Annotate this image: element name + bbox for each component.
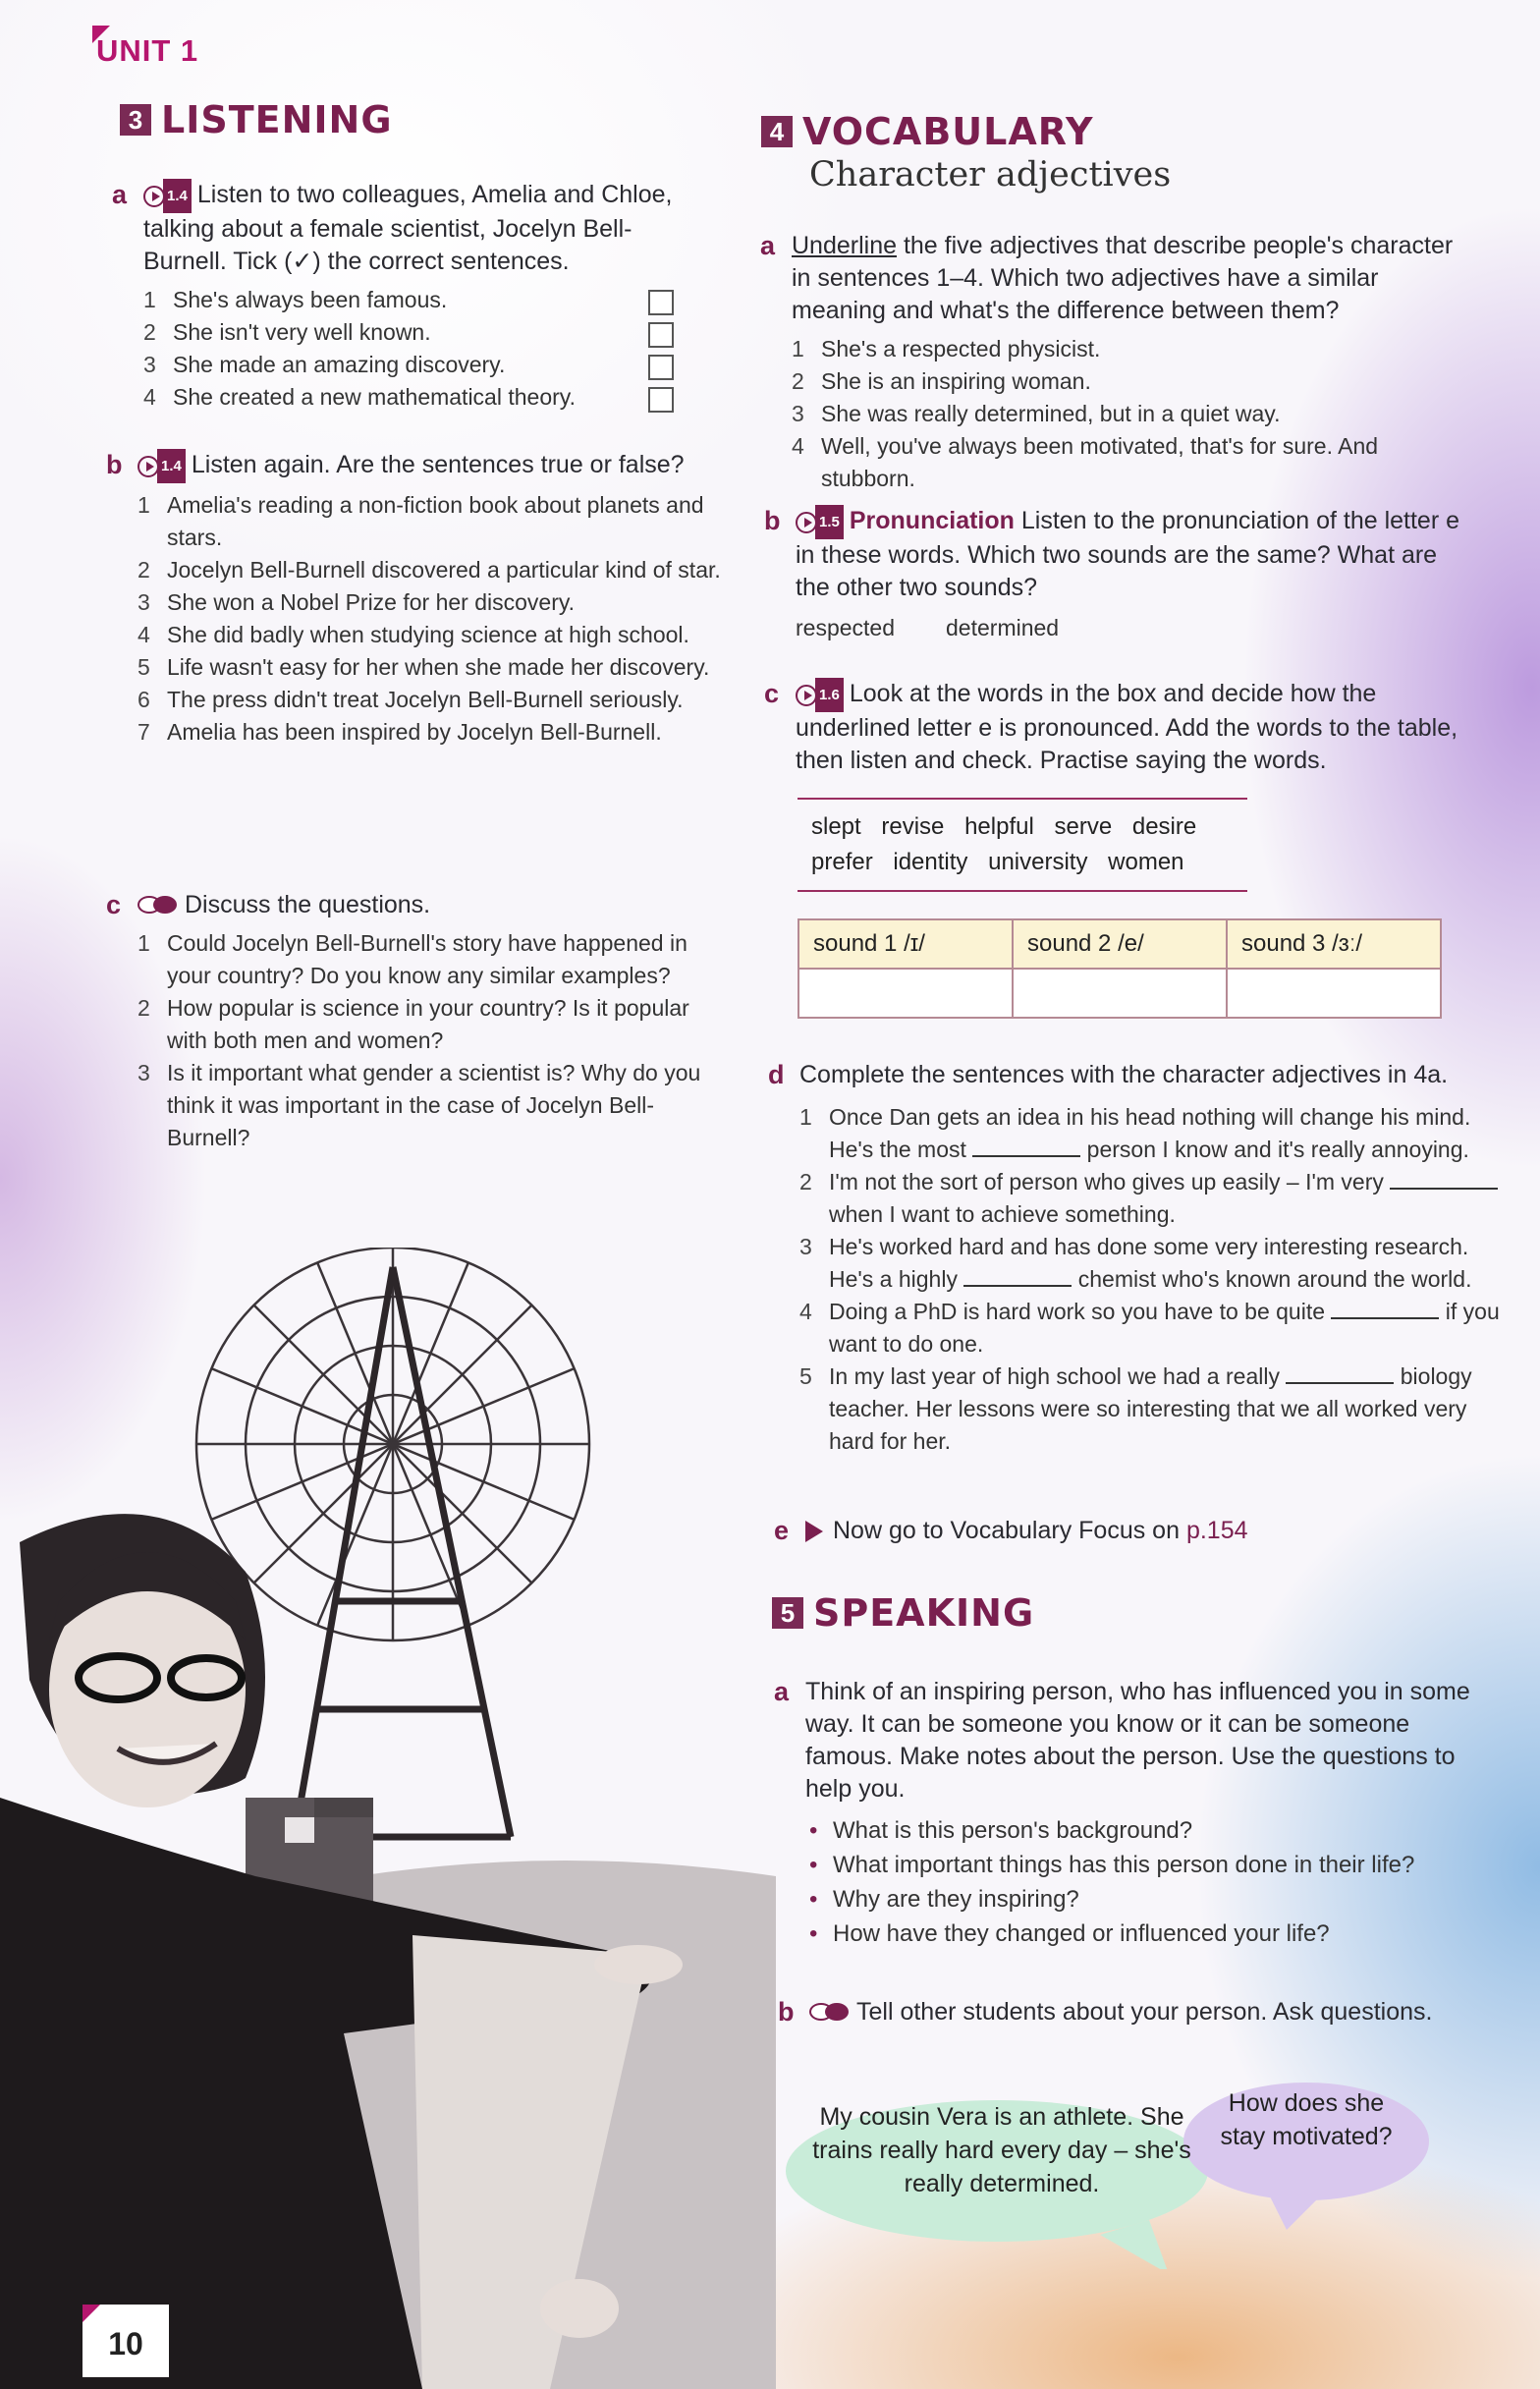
page-number: 10 bbox=[82, 2305, 169, 2377]
audio-track-icon[interactable]: 1.6 bbox=[796, 678, 844, 712]
answer-cell[interactable] bbox=[798, 969, 1013, 1018]
unit-label: UNIT 1 bbox=[96, 33, 198, 69]
listening-heading bbox=[120, 98, 393, 141]
tick-box[interactable] bbox=[648, 355, 674, 380]
audio-track-icon[interactable]: 1.4 bbox=[138, 449, 186, 483]
speech-bubble-1: My cousin Vera is an athlete. She trains really hard every day – she's really determined. bbox=[812, 2103, 1191, 2197]
page-link[interactable]: p.154 bbox=[1185, 1517, 1248, 1544]
listening-task-a: a 1.4 Listen to two colleagues, Amelia and Chloe, talking about a female scientist, Jocelyn Bell-Burnell. Tick (✓) the correct sentences. 1 She's always been famous. 2 She isn't very well known. 3 She made an amazing discovery. 4 She created a new mathematical theory. bbox=[143, 179, 713, 414]
section-number: 3 bbox=[120, 104, 151, 136]
speech-bubbles-icon bbox=[138, 894, 179, 917]
word-box: slept revise helpful serve desire prefer identity university women bbox=[798, 798, 1247, 892]
arrow-right-icon bbox=[805, 1521, 823, 1542]
answer-cell[interactable] bbox=[1227, 969, 1441, 1018]
vocabulary-subtitle: Character adjectives bbox=[809, 155, 1172, 194]
section-number: 4 bbox=[761, 116, 793, 147]
section-title: VOCABULARY bbox=[802, 110, 1094, 153]
tick-box[interactable] bbox=[648, 387, 674, 413]
vocabulary-task-d: d Complete the sentences with the character adjectives in 4a. 1 Once Dan gets an idea in his head nothing will change his mind. He's the most person I know and it's really annoying. 2 I'm not the sort of person who gives up easily – I'm very when I want to achieve something. 3 He's worked hard and has done some very interesting research. He's a highly chemist who's known around the world. 4 Doing a PhD is hard work so you have to be quite if you want to do one. 5 In my last year of high school we had a really biology teacher. Her lessons were so interesting that we all worked very hard for her. bbox=[768, 1060, 1500, 1454]
speaking-task-b: b Tell other students about your person. Ask questions. bbox=[778, 1997, 1433, 2027]
tick-box[interactable] bbox=[648, 290, 674, 315]
answer-blank[interactable] bbox=[1286, 1362, 1394, 1384]
listening-task-b: b 1.4 Listen again. Are the sentences true or false? 1 Amelia's reading a non-fiction book about planets and stars. 2 Jocelyn Bell-Burnell discovered a particular kind of star. 3 She won a Nobel Prize for her discovery. 4 She did badly when studying science at high school. 5 Life wasn't easy for her when she made her discovery. 6 The press didn't treat Jocelyn Bell-Burnell seriously. 7 Amelia has been inspired by Jocelyn Bell-Burnell. bbox=[106, 450, 721, 745]
vocabulary-task-b: b 1.5 Pronunciation Listen to the pronunciation of the letter e in these words. Which two sounds are the same? What are the other two sounds? respected determined bbox=[796, 505, 1473, 644]
photo-scientist-telescope bbox=[0, 1248, 776, 2389]
speaking-heading bbox=[772, 1591, 1034, 1635]
answer-blank[interactable] bbox=[1390, 1168, 1498, 1190]
vocabulary-task-e: e Now go to Vocabulary Focus on p.154 bbox=[774, 1516, 1248, 1545]
example-words: respected determined bbox=[796, 615, 1060, 640]
audio-track-icon[interactable]: 1.4 bbox=[143, 179, 192, 213]
answer-blank[interactable] bbox=[963, 1265, 1072, 1287]
speaking-task-a: a Think of an inspiring person, who has influenced you in some way. It can be someone you know or it can be someone famous. Make notes about the person. Use the questions to help you. • What is this person's background? • What important things has this person done in their life? • Why are they inspiring? • How have they changed or influenced your life? bbox=[805, 1676, 1493, 1951]
audio-track-icon[interactable]: 1.5 bbox=[796, 505, 844, 539]
speech-bubble-2: How does she stay motivated? bbox=[1220, 2089, 1393, 2150]
listening-task-c: c Discuss the questions. 1 Could Jocelyn Bell-Burnell's story have happened in your country? Do you know any similar examples? 2 How popular is science in your country? Is it popular with both men and women? 3 Is it important what gender a scientist is? Why do you think it was important in the case of Jocelyn Bell-Burnell? bbox=[106, 890, 701, 1150]
table-header: sound 1 /ɪ/ bbox=[798, 919, 1013, 969]
vocabulary-heading bbox=[761, 110, 1093, 153]
table-header: sound 3 /ɜː/ bbox=[1227, 919, 1441, 969]
answer-cell[interactable] bbox=[1013, 969, 1227, 1018]
tick-box[interactable] bbox=[648, 322, 674, 348]
sound-table bbox=[798, 918, 1442, 1019]
vocabulary-task-c: c 1.6 Look at the words in the box and decide how the underlined letter e is pronounced. Add the words to the table, then listen and check. Practise saying the words. bbox=[764, 679, 1458, 774]
section-number: 5 bbox=[772, 1597, 803, 1629]
answer-blank[interactable] bbox=[972, 1136, 1080, 1157]
vocabulary-task-a: a Underline the five adjectives that describe people's character in sentences 1–4. Which two adjectives have a similar meaning and what's the difference between them? 1 She's a respected physicist. 2 She is an inspiring woman. 3 She was really determined, but in a quiet way. 4 Well, you've always been motivated, that's for sure. And stubborn. bbox=[760, 231, 1454, 491]
section-title: LISTENING bbox=[161, 98, 393, 141]
speech-bubbles-icon bbox=[809, 2001, 851, 2025]
table-header: sound 2 /e/ bbox=[1013, 919, 1227, 969]
answer-blank[interactable] bbox=[1331, 1298, 1439, 1319]
section-title: SPEAKING bbox=[813, 1591, 1035, 1635]
